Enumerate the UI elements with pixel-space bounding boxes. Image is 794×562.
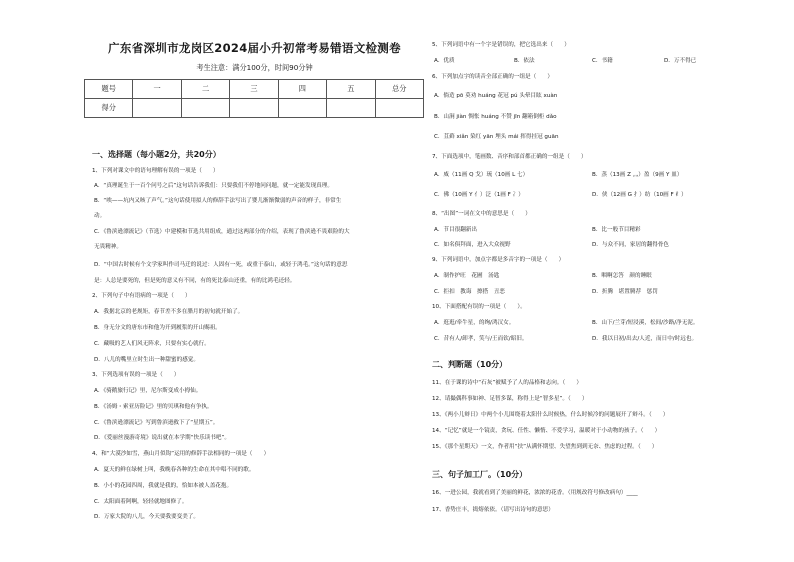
judge-question: 12、请撮偶科事如神、足智多谋，称得上是“智多星”。（ ） bbox=[432, 396, 588, 402]
question-7: 7、下面选项中，笔画数、音序和部首都正确的一组是（ ） bbox=[432, 154, 587, 160]
question-line: A．《骑鹅旅行记》里，尼尔斯变成小拇仙。 bbox=[94, 388, 202, 394]
question-line: C．《鲁滨逊漂流记》写到鲁滨逊救下了“星期五”。 bbox=[94, 420, 219, 426]
score-table-header-row bbox=[85, 80, 424, 99]
option-b: B．比一般节目精彩 bbox=[592, 227, 641, 233]
question-5: 5、下列词语中有一个字是错误的，把它选出来（ ） bbox=[432, 42, 570, 48]
question-8-options-ab bbox=[432, 227, 732, 235]
option-c: C．拒扣 教诲 擦搭 丑恶 bbox=[434, 289, 506, 295]
question-10: 10、下面搭配有误的一项是（ ）。 bbox=[432, 304, 526, 310]
score-row-label: 得分 bbox=[85, 99, 133, 118]
question-9-options-cd bbox=[432, 289, 732, 297]
question-16: 16、一进公园，我就看到了美丽的鲜花，浓浓的花香。（用规改符号修改病句）____ bbox=[432, 490, 638, 496]
section-heading-choice: 一、选择题（每小题2分，共20分） bbox=[92, 150, 221, 159]
option-c: C．佛（10画 Y 亻）泛（1画 F 冫） bbox=[434, 192, 524, 198]
option-c: C．如名俱拜面，进入大众视野 bbox=[434, 242, 511, 248]
option-d: D．折腾 堪置腾荐 惩罚 bbox=[592, 289, 658, 295]
score-header-cell: 五 bbox=[327, 80, 375, 99]
option-d: D．侠（12画 G 扌）纺（10画 F 纟） bbox=[592, 192, 687, 198]
question-line: 4、和“大漠沙如雪，燕山月似钩”运用的修辞手法相同的一项是（ ） bbox=[92, 451, 270, 457]
option-a: A．威（11画 Q 戈）琉（10画 L 七） bbox=[434, 172, 529, 178]
question-line: 动。 bbox=[94, 213, 106, 219]
option-b: B．依法 bbox=[514, 58, 535, 64]
score-table-score-row bbox=[85, 99, 424, 118]
question-6: 6、下列加点字的读音全部正确的一组是（ ） bbox=[432, 74, 554, 80]
option-a: A．制作护旺 花圃 汤匙 bbox=[434, 273, 500, 279]
question-line: A．我据北京的老规矩，春节差不多在腊月的初旬就开始了。 bbox=[94, 309, 244, 315]
question-line: B．身无分文的唐东市和他为开到履浆的开山赐祖。 bbox=[94, 325, 221, 331]
score-input-cell[interactable] bbox=[278, 99, 326, 118]
page-title: 广东省深圳市龙岗区2024届小升初常考易错语文检测卷 bbox=[108, 41, 401, 55]
question-line: 是：人总是要死的，但是死的意义有不同，有的死比泰山还重，有的比鸿毛还轻。 bbox=[94, 278, 296, 284]
judge-question: 15、《那个星期天》一文，作者用“扶”从满怀期望、失望焦到到无奈、焦虑的过程。（ ） bbox=[432, 444, 658, 450]
question-5-options bbox=[432, 58, 732, 66]
option-a: A．逛逛/牵牛星，的绚/鸿汉女。 bbox=[434, 320, 515, 326]
right-column bbox=[432, 0, 732, 562]
judge-question: 11、在于课的诗中“石灰”被赋予了人的品格和志向。（ ） bbox=[432, 380, 582, 386]
question-8-options-cd bbox=[432, 242, 732, 250]
question-line: B．“唉——坑内又咳了声气。”这句话使用拟人的修辞手法写出了婴儿渐渐微弱的声音的样子，非常生 bbox=[94, 198, 342, 204]
option-a: A．优质 bbox=[434, 58, 455, 64]
left-column bbox=[82, 0, 427, 562]
option-b: B．蒸（13画 Z 灬）盈（9画 Y 皿） bbox=[592, 172, 683, 178]
score-header-cell: 一 bbox=[133, 80, 181, 99]
question-line: 2、下列句子中有语病的一项是（ ） bbox=[92, 293, 191, 299]
score-input-cell[interactable] bbox=[133, 99, 181, 118]
question-line: B．小小的花园四周，我就是我的，恰如本被人盖花抱。 bbox=[94, 483, 233, 489]
question-line: D．“中国古时候有个文学家叫作司马迁的说过：人固有一死，或重于泰山，或轻于鸿毛。”这句话的意思 bbox=[94, 262, 348, 268]
question-line: D．万家大院的八儿，今天要我要变美了。 bbox=[94, 514, 199, 520]
question-6-option-b: B．山涧 jiàn 惆怅 huáng 不赞 jīn 翻箱倒柜 dǎo bbox=[434, 114, 557, 120]
question-7-options-ab bbox=[432, 172, 732, 180]
question-line: A．“真理诞生于一百个问号之后”这句话告诉我们：只要我们不停地问问题，就一定能发现真理。 bbox=[94, 183, 333, 189]
exam-notice: 考生注意：满分100分，时间90分钟 bbox=[196, 63, 313, 72]
score-input-cell[interactable] bbox=[375, 99, 423, 118]
question-10-options-cd bbox=[432, 336, 732, 344]
option-a: A．节目很翻新出 bbox=[434, 227, 477, 233]
question-17: 17、香势庄丰，捣熔依依。（请写出诗句的意思） bbox=[432, 507, 554, 513]
section-heading-judge: 二、判断题（10分） bbox=[432, 360, 508, 369]
question-line: D．《爱丽丝漫游奇境》说出就在本学期“快乐读书吧”。 bbox=[94, 435, 230, 441]
question-line: C．藏吸的艺人们风无阵求，只要有实心就行。 bbox=[94, 341, 210, 347]
option-b: B．咽啊怎答 颜的睡眠 bbox=[592, 273, 652, 279]
question-line: D．八儿的嘴里立时生出一种甜蜜的感觉。 bbox=[94, 357, 199, 363]
score-input-cell[interactable] bbox=[230, 99, 278, 118]
score-header-cell: 总分 bbox=[375, 80, 423, 99]
judge-question: 13、《两小儿辩日》中两个小儿围绕着太阳什么时候热，什么时候冷的问题展开了辩斗。（ ） bbox=[432, 412, 669, 418]
question-7-options-cd bbox=[432, 192, 732, 200]
score-input-cell[interactable] bbox=[181, 99, 229, 118]
question-line: C．太阳面着阿啊，轻轻就地图修了。 bbox=[94, 499, 188, 505]
option-d: D．与众不同，家居的翻得骨色 bbox=[592, 242, 670, 248]
score-header-cell: 三 bbox=[230, 80, 278, 99]
question-9: 9、下列词语中，加点字都是多音字的一项是（ ） bbox=[432, 257, 565, 263]
option-d: D．万不得已 bbox=[664, 58, 697, 64]
question-10-options-ab bbox=[432, 320, 732, 328]
section-heading-sentences: 三、句子加工厂。（10分） bbox=[432, 470, 528, 479]
option-b: B．山下/兰芽/短浸溪，松间/沙路/净无泥。 bbox=[592, 320, 699, 326]
question-line: B．《汤姆・索亚历险记》里的贝琪和他有争执。 bbox=[94, 404, 213, 410]
question-line: 无畏精神。 bbox=[94, 244, 122, 250]
option-c: C．昔有人/卸孝，笑与/王而钦/昭旧。 bbox=[434, 336, 528, 342]
score-table bbox=[84, 79, 424, 118]
score-input-cell[interactable] bbox=[327, 99, 375, 118]
score-header-cell: 题号 bbox=[85, 80, 133, 99]
option-d: D．我以日初/出去/人近，而日中/时远也。 bbox=[592, 336, 698, 342]
question-9-options-ab bbox=[432, 273, 732, 281]
question-line: A．夏天的鲜在绿树上叫，我晚春各种的生命在其中唱不同的歌。 bbox=[94, 467, 255, 473]
question-8: 8、“出图”一词在文中的意思是（ ） bbox=[432, 211, 531, 217]
question-line: 3、下列选项有误的一项是（ ） bbox=[92, 372, 180, 378]
question-6-option-c: C．苴藓 xiǎn 染红 yān 埋头 mái 挥得挂冠 guān bbox=[434, 134, 559, 140]
question-line: 1、下列对课文中的语句理解有误的一项是（ ） bbox=[92, 168, 219, 174]
option-c: C．书籍 bbox=[592, 58, 613, 64]
judge-question: 14、“记忆”就是一个镜责，贪玩、任性、懒惰、不爱学习，温暖对于小动物的孩子。（ ） bbox=[432, 428, 661, 434]
question-6-option-a: A．倘造 pō 莫劝 huáng 花冠 pú 头晕目眩 xuàn bbox=[434, 93, 558, 99]
question-line: C．《鲁滨逊漂流记》（节选）中建模和节选共用组成，通过这两部分的介绍，表现了鲁滨逊不畏艰险的大 bbox=[94, 229, 350, 235]
score-header-cell: 二 bbox=[181, 80, 229, 99]
score-header-cell: 四 bbox=[278, 80, 326, 99]
